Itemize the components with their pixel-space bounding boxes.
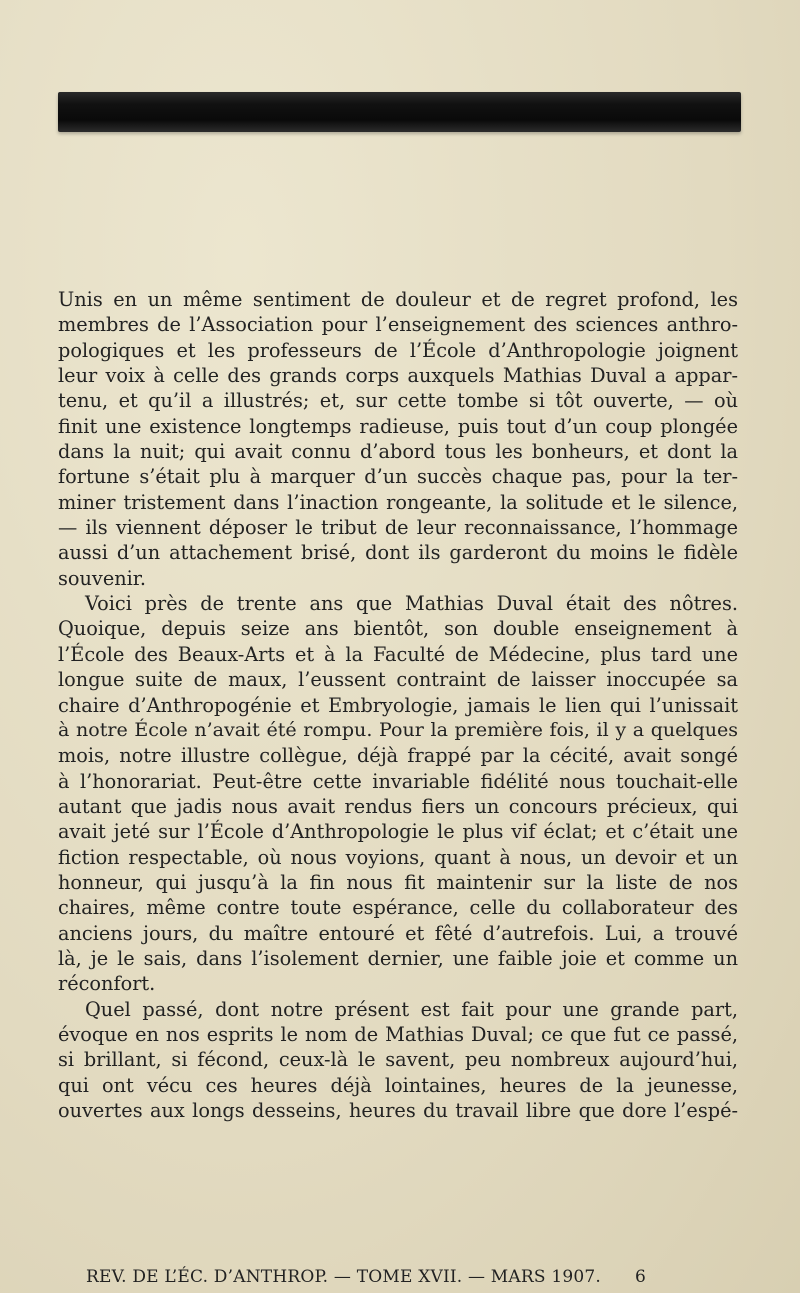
text-line: l’École des Beaux-Arts et à la Faculté de Médecine, plus tard une xyxy=(58,642,738,666)
body-text xyxy=(58,287,738,1123)
text-line: pologiques et les professeurs de l’École d’Anthropologie joignent xyxy=(58,338,738,362)
text-line: qui ont vécu ces heures déjà lointaines, heures de la jeunesse, xyxy=(58,1073,738,1097)
text-line: chaire d’Anthropogénie et Embryologie, jamais le lien qui l’unissait xyxy=(58,693,738,717)
running-head: REV. DE L’ÉC. D’ANTHROP. — TOME XVII. — MARS 1907. xyxy=(86,1267,602,1287)
text-line: honneur, qui jusqu’à la fin nous fit maintenir sur la liste de nos xyxy=(58,870,738,894)
text-line: anciens jours, du maître entouré et fêté d’autrefois. Lui, a trouvé xyxy=(58,921,738,945)
text-line: ouvertes aux longs desseins, heures du travail libre que dore l’espé- xyxy=(58,1099,738,1122)
text-line: à l’honorariat. Peut-être cette invariable fidélité nous touchait-elle xyxy=(58,769,738,793)
text-line: là, je le sais, dans l’isolement dernier, une faible joie et comme un xyxy=(58,946,738,970)
signature-mark: 6 xyxy=(634,1267,646,1287)
text-line: chaires, même contre toute espérance, celle du collaborateur des xyxy=(58,896,738,920)
text-line: si brillant, si fécond, ceux-là le savent, peu nombreux aujourd’hui, xyxy=(58,1048,738,1072)
text-line: souvenir. xyxy=(58,566,147,590)
page-footer xyxy=(86,1267,646,1287)
text-line: Quel passé, dont notre présent est fait pour une grande part, xyxy=(85,997,738,1021)
text-line: avait jeté sur l’École d’Anthropologie le plus vif éclat; et c’était une xyxy=(58,820,738,844)
text-line: Quoique, depuis seize ans bientôt, son double enseignement à xyxy=(58,617,738,641)
text-line: autant que jadis nous avait rendus fiers un concours précieux, qui xyxy=(58,794,738,818)
text-line: aussi d’un attachement brisé, dont ils garderont du moins le fidèle xyxy=(58,541,738,565)
black-header-bar xyxy=(58,92,741,132)
text-line: finit une existence longtemps radieuse, puis tout d’un coup plongée xyxy=(58,414,738,438)
text-line: Unis en un même sentiment de douleur et de regret profond, les xyxy=(58,288,738,311)
text-line: membres de l’Association pour l’enseignement des sciences anthro- xyxy=(58,313,738,337)
text-line: fortune s’était plu à marquer d’un succès chaque pas, pour la ter- xyxy=(58,465,738,489)
text-line: Voici près de trente ans que Mathias Duval était des nôtres. xyxy=(85,592,738,616)
text-line: — ils viennent déposer le tribut de leur reconnaissance, l’hommage xyxy=(58,516,738,540)
paragraph-3 xyxy=(58,997,738,1124)
text-line: évoque en nos esprits le nom de Mathias Duval; ce que fut ce passé, xyxy=(58,1022,738,1046)
text-line: mois, notre illustre collègue, déjà frappé par la cécité, avait songé xyxy=(58,744,738,768)
text-line: fiction respectable, où nous voyions, quant à nous, un devoir et un xyxy=(58,845,738,869)
text-line: à notre École n’avait été rompu. Pour la première fois, il y a quelques xyxy=(58,718,738,741)
text-line: longue suite de maux, l’eussent contraint de laisser inoccupée sa xyxy=(58,668,738,692)
paragraph-1 xyxy=(58,287,738,591)
text-line: réconfort. xyxy=(58,972,156,996)
text-line: tenu, et qu’il a illustrés; et, sur cette tombe si tôt ouverte, — où xyxy=(58,389,738,413)
text-line: miner tristement dans l’inaction rongeante, la solitude et le silence, xyxy=(58,490,738,514)
text-line: leur voix à celle des grands corps auxquels Mathias Duval a appar- xyxy=(58,364,738,388)
text-line: dans la nuit; qui avait connu d’abord tous les bonheurs, et dont la xyxy=(58,440,738,464)
paragraph-2 xyxy=(58,591,738,997)
